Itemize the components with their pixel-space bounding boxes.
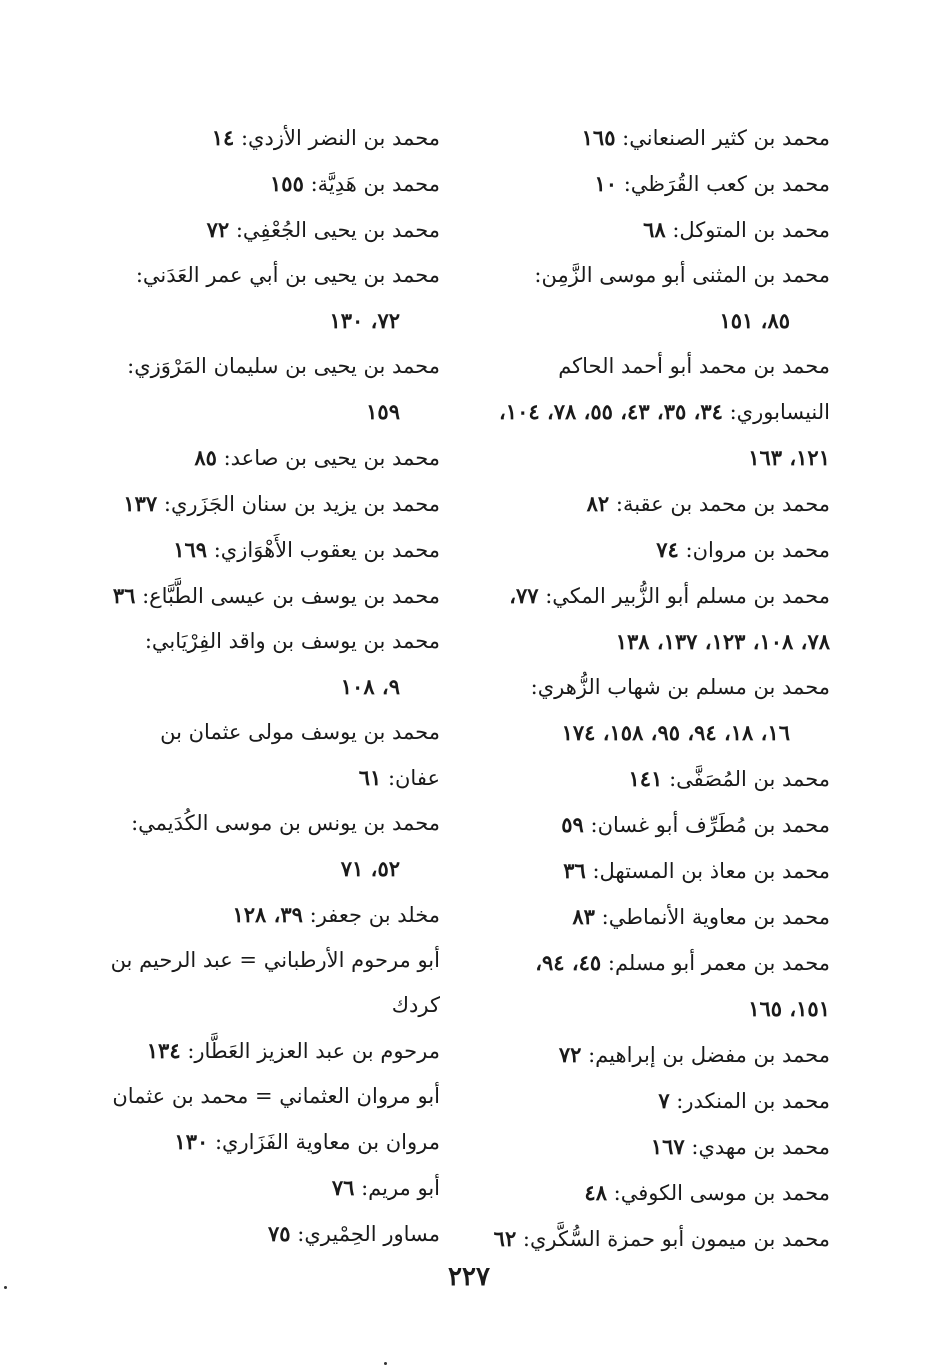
scan-speck bbox=[384, 1362, 387, 1365]
entry-name: محمد بن مروان: bbox=[685, 538, 830, 562]
entry-name: أبو مريم: bbox=[361, 1176, 440, 1200]
index-entry bbox=[102, 161, 440, 207]
page-number: ٢٢٧ bbox=[448, 1262, 490, 1292]
entry-pages: ٣٤، ٣٥، ٤٣، ٥٥، ٧٨، ١٠٤، ١٢١، ١٦٣ bbox=[499, 399, 830, 470]
index-column-left bbox=[102, 115, 440, 1257]
entry-pages: ٧٥ bbox=[268, 1221, 291, 1246]
entry-name: محمد بن موسى الكوفي: bbox=[613, 1181, 830, 1205]
entry-name: محمد بن مفضل بن إبراهيم: bbox=[588, 1043, 830, 1067]
entry-name: محمد بن النضر الأزدي: bbox=[240, 126, 440, 150]
entry-pages: ٣٩، ١٢٨ bbox=[232, 902, 303, 927]
index-entry bbox=[492, 802, 830, 848]
entry-name: محمد بن محمد بن عقبة: bbox=[615, 492, 830, 516]
entry-pages: ٧ bbox=[658, 1088, 670, 1113]
index-entry bbox=[102, 1074, 440, 1119]
entry-pages: ٣٦ bbox=[563, 858, 586, 883]
index-entry bbox=[492, 115, 830, 161]
entry-pages: ٨٢ bbox=[586, 491, 610, 516]
index-entry bbox=[492, 207, 830, 253]
entry-name: محمد بن مُطَرِّف أبو غسان: bbox=[590, 813, 830, 837]
entry-pages: ١٦٥ bbox=[581, 125, 616, 150]
entry-name: محمد بن يوسف بن عيسى الطَّبَّاع: bbox=[142, 584, 440, 608]
entry-pages: ٦١ bbox=[358, 765, 382, 790]
entry-name: محمد بن كثير الصنعاني: bbox=[622, 126, 830, 150]
entry-name: محمد بن مسلم أبو الزُّبير المكي: bbox=[545, 584, 830, 608]
entry-pages: ٧٧، ٧٨، ١٠٨، ١٢٣، ١٣٧، ١٣٨ bbox=[509, 583, 830, 654]
entry-name: محمد بن المنكدر: bbox=[676, 1089, 830, 1113]
index-entry bbox=[102, 435, 440, 481]
entry-pages: ٤٨ bbox=[584, 1180, 607, 1205]
index-entry bbox=[492, 848, 830, 894]
entry-pages: ٨٣ bbox=[572, 904, 595, 929]
index-entry bbox=[492, 756, 830, 802]
entry-name: محمد بن محمد أبو أحمد الحاكم النيسابوري: bbox=[558, 354, 830, 424]
entry-pages: ٤٥، ٩٤، ١٥١، ١٦٥ bbox=[535, 950, 830, 1021]
entry-name: محمد بن المُصَفَّى: bbox=[669, 767, 830, 791]
entry-name: محمد بن هَدِيَّة: bbox=[310, 172, 440, 196]
entry-name: محمد بن معمر أبو مسلم: bbox=[607, 951, 830, 975]
entry-pages: ٣٦ bbox=[112, 583, 136, 608]
entry-name: محمد بن ميمون أبو حمزة السُّكَّري: bbox=[522, 1227, 830, 1251]
entry-pages: ١٣٠ bbox=[174, 1129, 209, 1154]
entry-pages: ١٦٧ bbox=[650, 1134, 685, 1159]
index-entry bbox=[492, 1216, 830, 1262]
entry-pages: ٨٥، ١٥١ bbox=[719, 308, 790, 333]
entry-pages: ٨٥ bbox=[194, 445, 217, 470]
entry-name: محمد بن يوسف مولى عثمان بن عفان: bbox=[160, 720, 440, 790]
entry-name: محمد بن معاوية الأنماطي: bbox=[601, 905, 830, 929]
index-entry bbox=[102, 115, 440, 161]
entry-pages: ١٤١ bbox=[628, 766, 663, 791]
index-entry bbox=[102, 1211, 440, 1257]
entry-pages: ١٥٩ bbox=[366, 399, 400, 424]
entry-name: محمد بن المتوكل: bbox=[672, 218, 830, 242]
index-entry bbox=[102, 801, 440, 892]
index-entry bbox=[492, 665, 830, 756]
scan-speck bbox=[4, 1286, 7, 1289]
index-entry bbox=[492, 1124, 830, 1170]
index-entry bbox=[492, 1032, 830, 1078]
index-entry bbox=[492, 527, 830, 573]
index-entry bbox=[102, 938, 440, 1028]
entry-name: محمد بن معاذ بن المستهل: bbox=[592, 859, 830, 883]
index-entry bbox=[102, 253, 440, 344]
index-entry bbox=[102, 1119, 440, 1165]
entry-name: محمد بن يزيد بن سنان الجَزَري: bbox=[163, 492, 440, 516]
index-column-right bbox=[492, 115, 830, 1262]
entry-name: محمد بن يونس بن موسى الكُدَيمي: bbox=[131, 811, 440, 835]
entry-name: محمد بن كعب القُرَظي: bbox=[623, 172, 830, 196]
entry-name: محمد بن مهدي: bbox=[691, 1135, 830, 1159]
entry-name: محمد بن يحيى بن سليمان المَرْوَزي: bbox=[127, 354, 440, 378]
entry-pages: ١٦، ١٨، ٩٤، ٩٥، ١٥٨، ١٧٤ bbox=[561, 720, 790, 745]
index-entry bbox=[492, 1078, 830, 1124]
entry-name: أبو مرحوم الأرطباني = عبد الرحيم بن كردك bbox=[110, 948, 440, 1017]
entry-name: مرحوم بن عبد العزيز العَطَّار: bbox=[187, 1039, 440, 1063]
index-entry bbox=[102, 207, 440, 253]
entry-pages: ٦٢ bbox=[493, 1226, 517, 1251]
entry-pages: ٧٦ bbox=[331, 1175, 355, 1200]
entry-pages: ١٦٩ bbox=[173, 537, 208, 562]
index-entry bbox=[102, 481, 440, 527]
entry-pages: ٦٨ bbox=[643, 217, 666, 242]
entry-pages: ٥٩ bbox=[561, 812, 584, 837]
entry-pages: ٧٢ bbox=[206, 217, 230, 242]
index-entry bbox=[102, 344, 440, 435]
entry-name: محمد بن المثنى أبو موسى الزَّمِن: bbox=[534, 263, 830, 287]
index-entry bbox=[102, 527, 440, 573]
entry-pages: ٧٢، ١٣٠ bbox=[329, 308, 400, 333]
index-entry bbox=[492, 344, 830, 481]
index-entry bbox=[102, 1165, 440, 1211]
entry-pages: ١٣٤ bbox=[146, 1038, 181, 1063]
entry-name: مروان بن معاوية الفَزَاري: bbox=[214, 1130, 440, 1154]
entry-name: محمد بن يحيى بن أبي عمر العَدَني: bbox=[135, 263, 440, 287]
index-entry bbox=[102, 619, 440, 710]
index-entry bbox=[102, 573, 440, 619]
entry-name: محمد بن مسلم بن شهاب الزُّهري: bbox=[530, 675, 830, 699]
entry-name: محمد بن يوسف بن واقد الفِرْيَابي: bbox=[144, 629, 440, 653]
entry-name: مخلد بن جعفر: bbox=[309, 903, 440, 927]
index-entry bbox=[102, 1028, 440, 1074]
index-entry bbox=[492, 573, 830, 665]
entry-pages: ٧٤ bbox=[656, 537, 679, 562]
entry-name: محمد بن يعقوب الأَهْوَازي: bbox=[213, 538, 440, 562]
entry-pages: ١٥٥ bbox=[270, 171, 304, 196]
entry-pages: ١٣٧ bbox=[123, 491, 158, 516]
entry-pages: ٩، ١٠٨ bbox=[340, 674, 400, 699]
index-entry bbox=[492, 940, 830, 1032]
index-entry bbox=[102, 892, 440, 938]
index-entry bbox=[492, 161, 830, 207]
entry-pages: ١٤ bbox=[211, 125, 235, 150]
entry-pages: ١٠ bbox=[594, 171, 617, 196]
index-entry bbox=[492, 1170, 830, 1216]
entry-name: أبو مروان العثماني = محمد بن عثمان bbox=[112, 1084, 440, 1108]
index-entry bbox=[492, 894, 830, 940]
entry-name: محمد بن يحيى بن صاعد: bbox=[223, 446, 440, 470]
index-entry bbox=[492, 253, 830, 344]
entry-name: مساور الحِمْيري: bbox=[297, 1222, 440, 1246]
entry-name: محمد بن يحيى الجُعْفِي: bbox=[235, 218, 440, 242]
index-entry bbox=[102, 710, 440, 801]
index-entry bbox=[492, 481, 830, 527]
entry-pages: ٧٢ bbox=[558, 1042, 582, 1067]
entry-pages: ٥٢، ٧١ bbox=[340, 856, 400, 881]
